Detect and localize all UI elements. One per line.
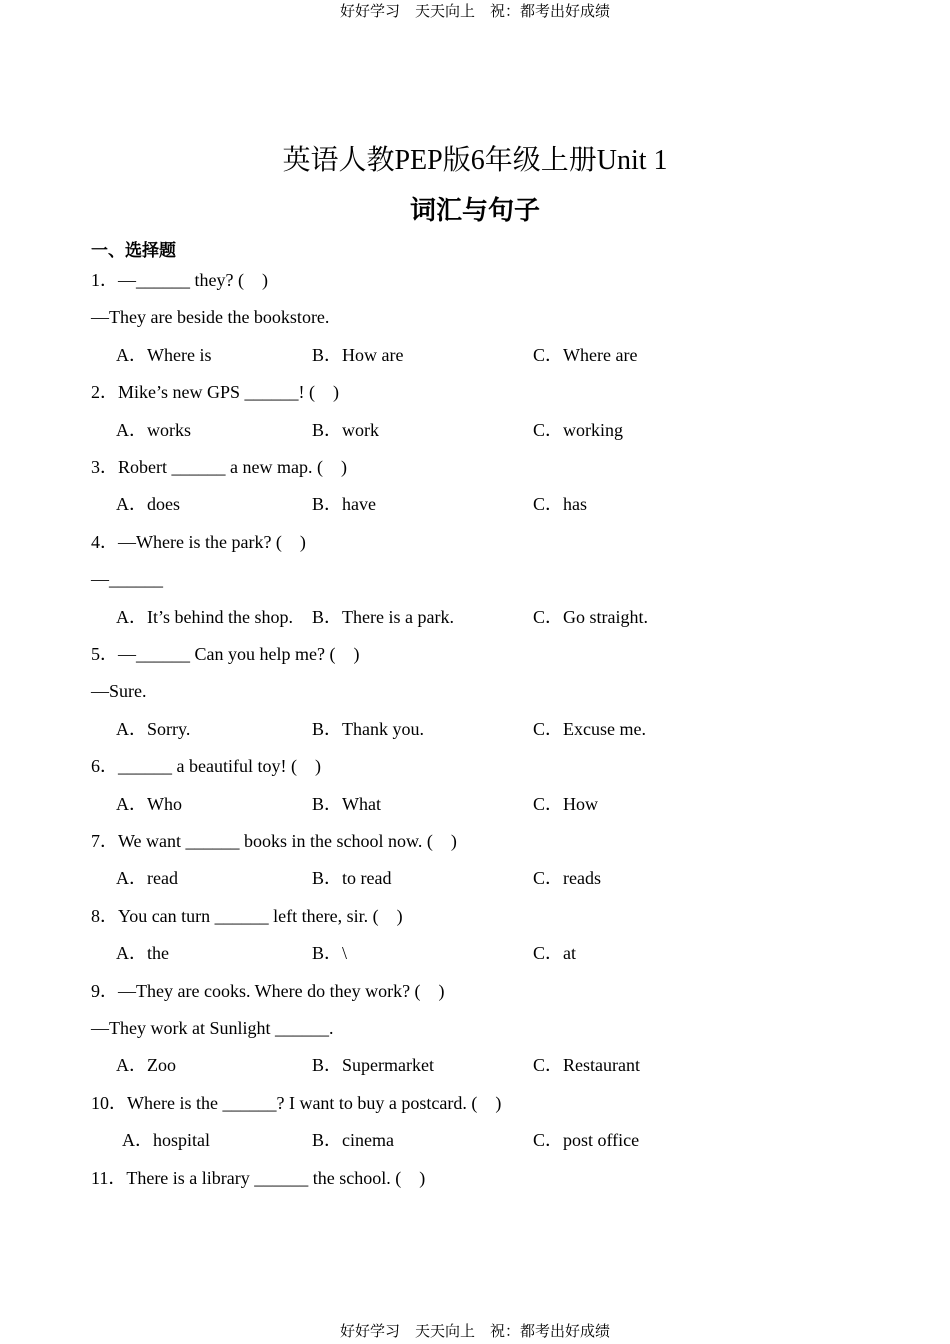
question-dialogue-line: —______ (91, 569, 163, 590)
answer-option: B．How are (312, 344, 404, 365)
answer-option: B．\ (312, 943, 348, 964)
answer-option: B．have (312, 494, 376, 515)
answer-option: C．How (533, 793, 599, 814)
section-heading: 一、选择题 (91, 241, 176, 261)
answer-option: C．Excuse me. (533, 718, 646, 739)
answer-option: B．What (312, 793, 381, 814)
answer-option: C．Where are (533, 344, 638, 365)
answer-option: A．the (116, 943, 169, 964)
answer-option: C．has (533, 494, 587, 515)
question-stem: 6．______ a beautiful toy! ( ) (91, 756, 321, 777)
document-title: 英语人教PEP版6年级上册Unit 1 (282, 145, 668, 176)
question-dialogue-line: —They work at Sunlight ______. (91, 1018, 334, 1038)
answer-option: A．Who (116, 793, 182, 814)
question-stem: 9．—They are cooks. Where do they work? ( ) (91, 980, 445, 1001)
answer-option: A．It’s behind the shop. (116, 606, 293, 627)
question-stem: 7．We want ______ books in the school now. ( ) (91, 831, 457, 851)
question-dialogue-line: —Sure. (91, 681, 147, 702)
answer-option: B．There is a park. (312, 606, 454, 627)
answer-option: A．does (116, 494, 180, 515)
document-subtitle: 词汇与句子 (409, 196, 540, 226)
answer-option: B．Thank you. (312, 718, 424, 739)
answer-option: A．Zoo (116, 1055, 176, 1076)
answer-option: B．to read (312, 868, 392, 889)
answer-option: C．at (533, 943, 576, 964)
question-stem: 11．There is a library ______ the school. ( ) (91, 1167, 426, 1188)
page-header: 好好学习 天天向上 祝：都考出好成绩 (339, 2, 610, 20)
answer-option: C．Restaurant (533, 1055, 640, 1076)
question-stem: 2．Mike’s new GPS ______! ( ) (91, 382, 339, 403)
question-stem: 4．—Where is the park? ( ) (91, 531, 306, 552)
question-stem: 10．Where is the ______? I want to buy a postcard. ( ) (91, 1092, 502, 1113)
answer-option: C．post office (533, 1130, 640, 1151)
answer-option: B．work (312, 419, 379, 440)
page-footer: 好好学习 天天向上 祝：都考出好成绩 (339, 1322, 610, 1340)
answer-option: C．working (533, 419, 623, 440)
question-stem: 3．Robert ______ a new map. ( ) (91, 457, 347, 477)
answer-option: B．cinema (312, 1130, 394, 1151)
answer-option: A．Where is (116, 344, 212, 365)
question-stem: 5．—______ Can you help me? ( ) (91, 644, 360, 664)
question-stem: 1．—______ they? ( ) (91, 270, 268, 290)
question-dialogue-line: —They are beside the bookstore. (91, 307, 330, 328)
answer-option: A．hospital (122, 1130, 210, 1151)
answer-option: C．Go straight. (533, 606, 648, 627)
answer-option: C．reads (533, 868, 601, 889)
answer-option: B．Supermarket (312, 1055, 434, 1076)
answer-option: A．read (116, 868, 178, 889)
answer-option: A．Sorry. (116, 718, 191, 739)
answer-option: A．works (116, 419, 191, 440)
question-stem: 8．You can turn ______ left there, sir. ( ) (91, 905, 403, 926)
